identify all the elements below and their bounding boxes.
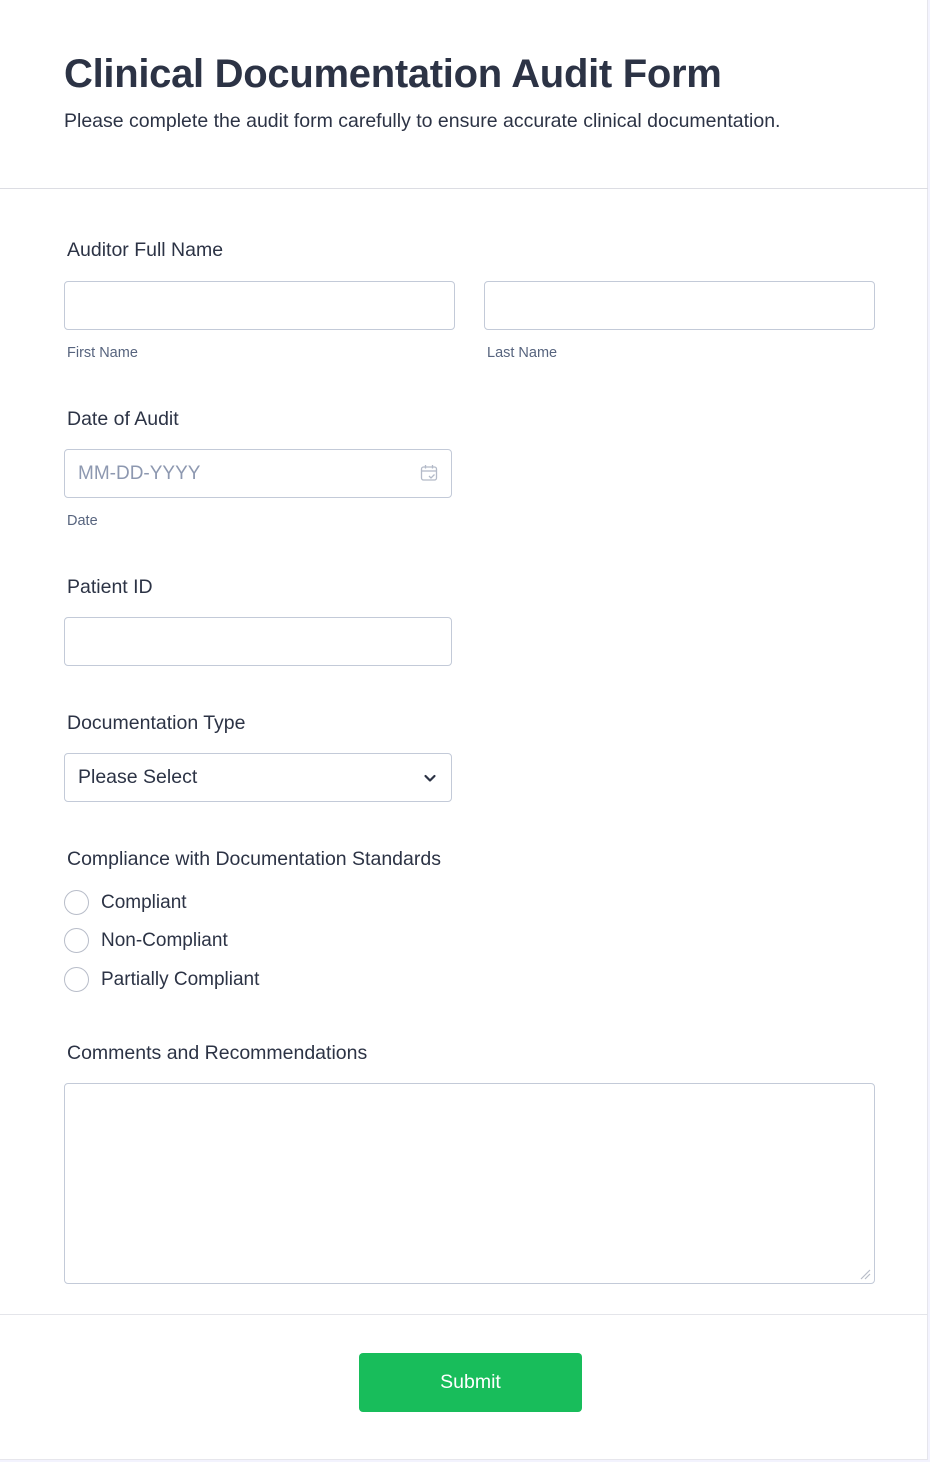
form-header: [0, 0, 928, 189]
comments-label: Comments and Recommendations: [67, 1042, 368, 1064]
date-sublabel: Date: [67, 513, 98, 529]
last-name-input[interactable]: [484, 281, 875, 330]
first-name-input[interactable]: [64, 281, 455, 330]
documentation-type-select[interactable]: [64, 753, 452, 802]
radio-button[interactable]: [64, 967, 89, 992]
radio-label: Partially Compliant: [101, 968, 260, 990]
chevron-down-icon: [422, 770, 438, 786]
patient-id-input[interactable]: [64, 617, 452, 666]
radio-button[interactable]: [64, 928, 89, 953]
radio-option-non-compliant[interactable]: [64, 928, 228, 953]
first-name-sublabel: First Name: [67, 345, 138, 361]
compliance-label: Compliance with Documentation Standards: [67, 848, 441, 870]
resize-grip-icon[interactable]: [859, 1268, 871, 1280]
last-name-sublabel: Last Name: [487, 345, 558, 361]
comments-textarea[interactable]: [64, 1083, 875, 1284]
footer-divider: [0, 1314, 928, 1315]
patient-id-label: Patient ID: [67, 576, 153, 598]
radio-label: Non-Compliant: [101, 929, 228, 951]
form-title: Clinical Documentation Audit Form: [64, 52, 722, 96]
form-subtitle: Please complete the audit form carefully to ensure accurate clinical documentation.: [64, 110, 781, 132]
auditor-name-label: Auditor Full Name: [67, 239, 224, 261]
radio-label: Compliant: [101, 891, 187, 913]
date-input[interactable]: [64, 449, 452, 498]
documentation-type-selected: Please Select: [78, 766, 198, 788]
submit-button[interactable]: Submit: [359, 1353, 582, 1412]
radio-button[interactable]: [64, 890, 89, 915]
date-field: [64, 449, 452, 498]
documentation-type-label: Documentation Type: [67, 712, 246, 734]
calendar-icon[interactable]: [419, 463, 439, 483]
radio-option-compliant[interactable]: [64, 890, 187, 915]
date-label: Date of Audit: [67, 408, 179, 430]
radio-option-partially-compliant[interactable]: [64, 967, 259, 992]
